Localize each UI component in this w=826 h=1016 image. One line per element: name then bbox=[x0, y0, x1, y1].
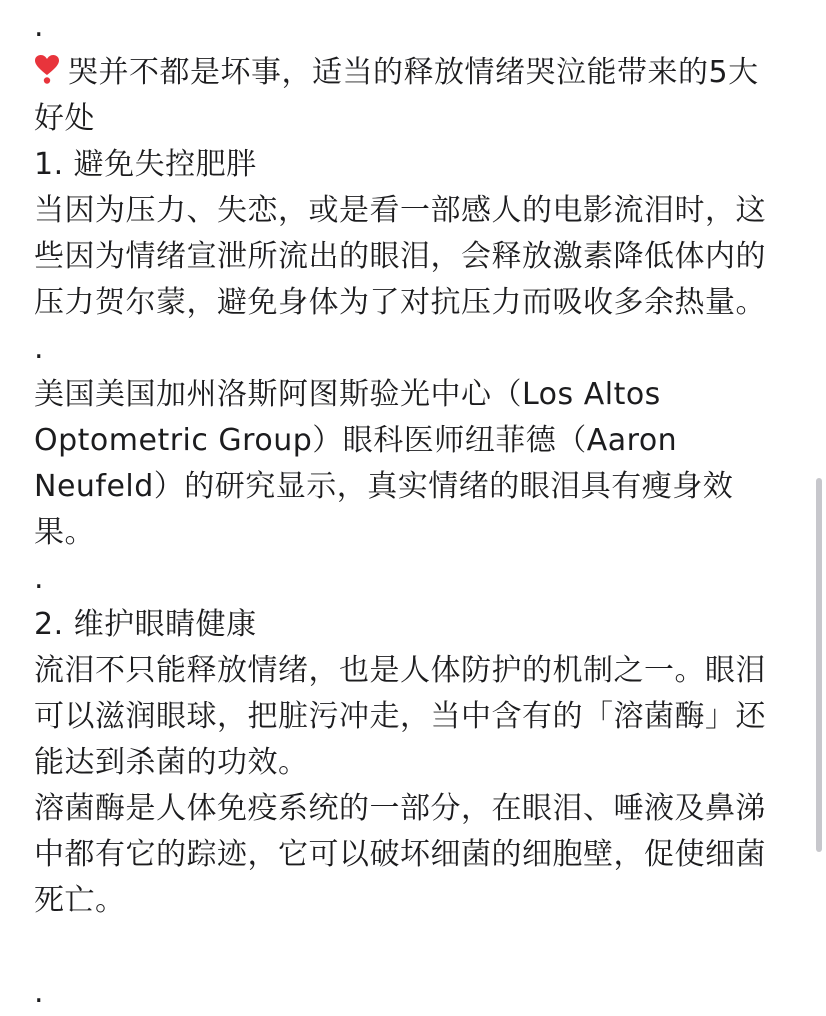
heart-icon bbox=[34, 54, 60, 84]
paragraph-line: 能达到杀菌的功效。 bbox=[34, 745, 309, 780]
paragraph-line: Neufeld）的研究显示，真实情绪的眼泪具有瘦身效 bbox=[34, 469, 734, 504]
paragraph-line: 压力贺尔蒙，避免身体为了对抗压力而吸收多余热量。 bbox=[34, 285, 766, 320]
paragraph-line: 死亡。 bbox=[34, 883, 126, 918]
separator-dot: . bbox=[34, 975, 45, 1010]
paragraph-line: 中都有它的踪迹，它可以破坏细菌的细胞壁，促使细菌 bbox=[34, 837, 766, 872]
section-heading-2: 2. 维护眼睛健康 bbox=[34, 607, 257, 642]
paragraph-line: 可以滋润眼球，把脏污冲走，当中含有的「溶菌酶」还 bbox=[34, 699, 766, 734]
blank-line bbox=[34, 924, 794, 970]
separator-dot: . bbox=[34, 331, 45, 366]
paragraph-line: 些因为情绪宣泄所流出的眼泪，会释放激素降低体内的 bbox=[34, 239, 766, 274]
headline-text: 哭并不都是坏事，适当的释放情绪哭泣能带来的5大 bbox=[68, 55, 759, 90]
paragraph-line: 果。 bbox=[34, 515, 95, 550]
headline-continued: 好处 bbox=[34, 101, 95, 136]
paragraph-line: 美国美国加州洛斯阿图斯验光中心（Los Altos bbox=[34, 377, 661, 412]
post-body bbox=[34, 4, 794, 1016]
paragraph-line: 流泪不只能释放情绪，也是人体防护的机制之一。眼泪 bbox=[34, 653, 766, 688]
separator-dot: . bbox=[34, 561, 45, 596]
vertical-scrollbar[interactable] bbox=[816, 478, 822, 852]
post-headline bbox=[34, 50, 794, 96]
paragraph-line: Optometric Group）眼科医师纽菲德（Aaron bbox=[34, 423, 678, 458]
paragraph-line: 溶菌酶是人体免疫系统的一部分，在眼泪、唾液及鼻涕 bbox=[34, 791, 766, 826]
paragraph-line: 当因为压力、失恋，或是看一部感人的电影流泪时，这 bbox=[34, 193, 766, 228]
section-heading-1: 1. 避免失控肥胖 bbox=[34, 147, 257, 182]
separator-dot: . bbox=[34, 9, 45, 44]
